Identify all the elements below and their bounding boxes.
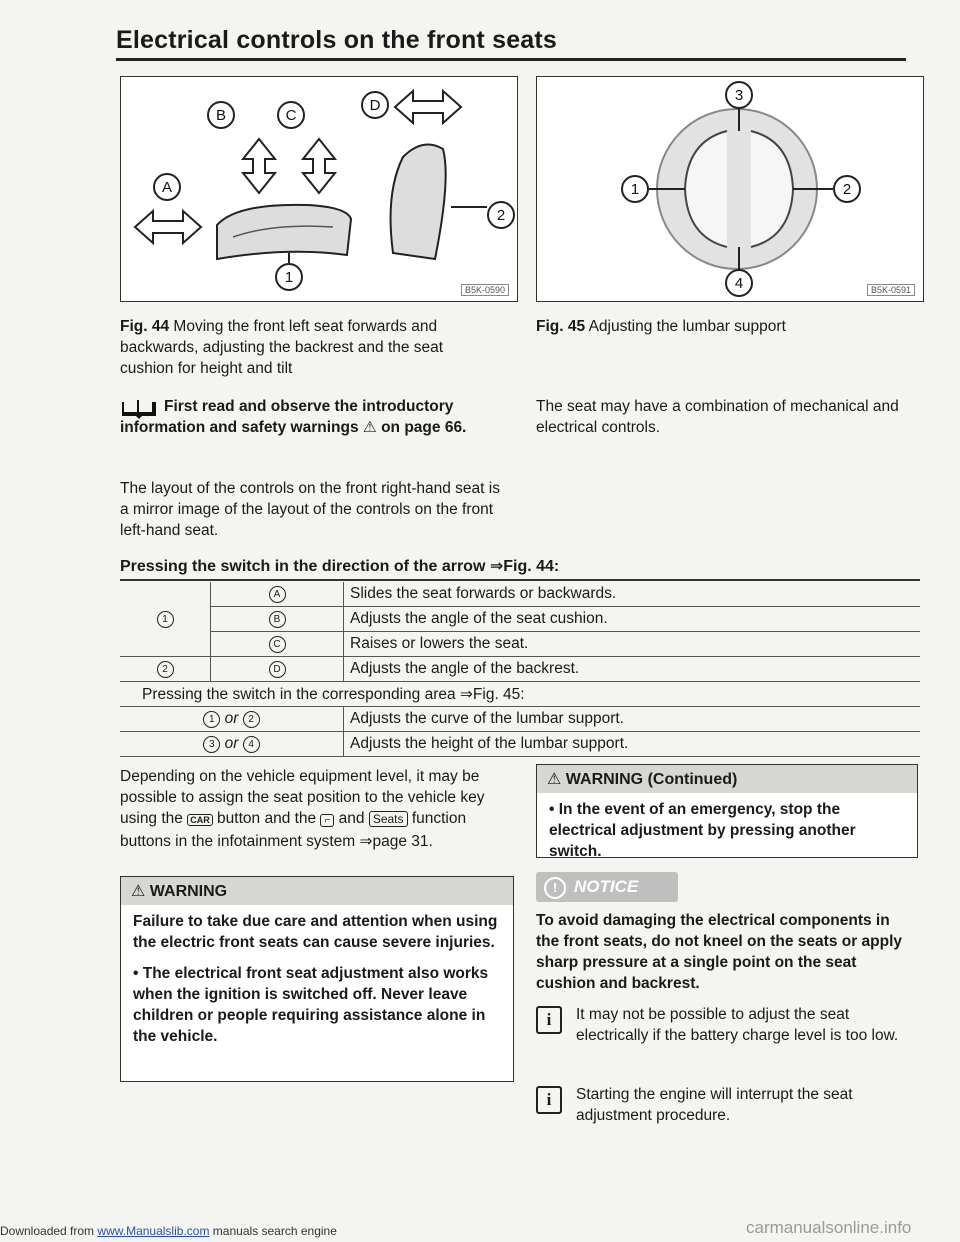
area-cell bbox=[120, 707, 344, 732]
car-button: CAR bbox=[187, 814, 213, 826]
memory-paragraph bbox=[120, 766, 506, 852]
info-tip-2: Starting the engine will interrupt the seat adjustment procedure. bbox=[576, 1086, 853, 1124]
notice-badge bbox=[536, 872, 678, 902]
lumbar-switch-illustration bbox=[537, 77, 923, 301]
table-subheading-row bbox=[120, 682, 920, 707]
table-heading: Pressing the switch in the direction of the arrow ⇒Fig. 44: bbox=[120, 558, 560, 575]
area-number: 4 bbox=[243, 736, 260, 753]
read-first-note bbox=[120, 396, 510, 438]
seat-icon-button: ⌐ bbox=[320, 814, 334, 827]
description-cell: Raises or lowers the seat. bbox=[344, 632, 921, 657]
updown-arrow-b bbox=[243, 139, 275, 193]
or-word: or bbox=[224, 735, 239, 752]
info-tip-1: It may not be possible to adjust the seat electrically if the battery charge level is too low. bbox=[576, 1006, 899, 1044]
description-cell: Adjusts the height of the lumbar support. bbox=[344, 732, 921, 757]
warning-header bbox=[121, 877, 513, 905]
page-title: Electrical controls on the front seats bbox=[116, 26, 558, 54]
leftright-arrow-d bbox=[395, 91, 461, 123]
area-number: 2 bbox=[243, 711, 260, 728]
updown-arrow-c bbox=[303, 139, 335, 193]
description-cell: Adjusts the angle of the seat cushion. bbox=[344, 607, 921, 632]
backrest-switch bbox=[391, 145, 446, 260]
description-cell: Adjusts the angle of the backrest. bbox=[344, 657, 921, 682]
label-4-text: 4 bbox=[734, 275, 744, 292]
footer-watermark: carmanualsonline.info bbox=[746, 1218, 912, 1237]
figure-code: B5K-0590 bbox=[461, 284, 509, 296]
switch-cell bbox=[120, 582, 211, 657]
table-subheading: Pressing the switch in the corresponding area ⇒Fig. 45: bbox=[120, 682, 920, 707]
notice-title: NOTICE bbox=[574, 877, 639, 896]
memory-text-1: Depending on the vehicle equipment level, it may be possible to assign the seat position to the vehicle key using the bbox=[120, 768, 485, 827]
arrow-cell bbox=[211, 607, 344, 632]
table-row bbox=[120, 607, 920, 632]
table-heading-rule bbox=[120, 579, 920, 581]
label-2-text: 2 bbox=[842, 181, 852, 198]
table-row bbox=[120, 657, 920, 682]
read-first-page: on page 66. bbox=[381, 419, 467, 436]
and-word: and bbox=[338, 810, 365, 827]
area-cell bbox=[120, 732, 344, 757]
manualslib-link[interactable]: www.Manualslib.com bbox=[97, 1224, 210, 1238]
figure-code: B5K-0591 bbox=[867, 284, 915, 296]
label-1-text: 1 bbox=[284, 269, 294, 286]
label-d-text: D bbox=[369, 97, 381, 114]
seats-button: Seats bbox=[369, 811, 408, 827]
footer-suffix: manuals search engine bbox=[212, 1224, 337, 1238]
warning-bullet: • The electrical front seat adjustment also works when the ignition is switched off. Never leave children or people requiring assistance alone in the vehicle. bbox=[133, 965, 489, 1045]
area-number: 1 bbox=[203, 711, 220, 728]
arrow-cell bbox=[211, 657, 344, 682]
fig44-caption-num: Fig. 44 bbox=[120, 318, 170, 335]
warning-title: WARNING bbox=[149, 883, 228, 900]
table-row bbox=[120, 632, 920, 657]
table-row bbox=[120, 582, 920, 607]
arrow-letter: A bbox=[269, 586, 286, 603]
arrow-letter: D bbox=[269, 661, 286, 678]
memory-text-2: button and the bbox=[217, 810, 317, 827]
notice-icon: ! bbox=[544, 877, 566, 899]
layout-paragraph: The layout of the controls on the front right-hand seat is a mirror image of the layout of the controls on the front left-hand seat. bbox=[120, 480, 500, 539]
description-cell: Slides the seat forwards or backwards. bbox=[344, 582, 921, 607]
cushion-switch bbox=[217, 205, 351, 259]
table-row bbox=[120, 732, 920, 757]
footer-prefix: Downloaded from bbox=[0, 1224, 95, 1238]
area-number: 3 bbox=[203, 736, 220, 753]
table-row bbox=[120, 707, 920, 732]
controls-table bbox=[120, 582, 920, 757]
warning-continued-body: • In the event of an emergency, stop the electrical adjustment by pressing another switch. bbox=[549, 801, 856, 860]
switch-number: 2 bbox=[157, 661, 174, 678]
label-3-text: 3 bbox=[734, 87, 744, 104]
seat-controls-illustration bbox=[121, 77, 517, 301]
label-2-text: 2 bbox=[496, 207, 506, 224]
label-c-text: C bbox=[285, 107, 297, 124]
warning-triangle-icon: ⚠ bbox=[131, 883, 146, 900]
fig44-caption bbox=[120, 316, 500, 379]
combination-paragraph: The seat may have a combination of mechanical and electrical controls. bbox=[536, 398, 899, 436]
info-icon: i bbox=[536, 1006, 562, 1034]
label-1-text: 1 bbox=[630, 181, 640, 198]
title-rule bbox=[116, 58, 906, 61]
warning-triangle-icon: ⚠ bbox=[547, 771, 562, 788]
label-b-text: B bbox=[215, 107, 227, 124]
arrow-letter: C bbox=[269, 636, 286, 653]
fig44-caption-text: Moving the front left seat forwards and backwards, adjusting the backrest and the seat cushion for height and tilt bbox=[120, 318, 444, 377]
fig45-caption-text: Adjusting the lumbar support bbox=[588, 318, 786, 335]
figure-45 bbox=[536, 76, 924, 302]
warning-continued-title: WARNING (Continued) bbox=[565, 771, 738, 788]
arrow-letter: B bbox=[269, 611, 286, 628]
warning-body bbox=[121, 905, 513, 1053]
read-first-text: First read and observe the introductory information and safety warnings bbox=[120, 398, 454, 436]
switch-cell bbox=[120, 657, 211, 682]
description-cell: Adjusts the curve of the lumbar support. bbox=[344, 707, 921, 732]
or-word: or bbox=[224, 710, 239, 727]
warning-paragraph: Failure to take due care and attention when using the electric front seats can cause severe injuries. bbox=[133, 913, 498, 951]
footer-source bbox=[0, 1224, 460, 1238]
warning-continued-box bbox=[536, 764, 918, 858]
warning-box bbox=[120, 876, 514, 1082]
switch-number: 1 bbox=[157, 611, 174, 628]
warning-continued-header bbox=[537, 765, 917, 793]
arrow-cell bbox=[211, 582, 344, 607]
leftright-arrow-a bbox=[135, 211, 201, 243]
label-a-text: A bbox=[161, 179, 173, 196]
notice-text: To avoid damaging the electrical components in the front seats, do not kneel on the seats or apply sharp pressure at a single point on the seat cushion and backrest. bbox=[536, 912, 903, 992]
memory-text-3: function buttons in the infotainment system ⇒page 31. bbox=[120, 810, 467, 850]
arrow-cell bbox=[211, 632, 344, 657]
warning-triangle-icon: ⚠ bbox=[362, 419, 377, 436]
figure-44 bbox=[120, 76, 518, 302]
fig45-caption bbox=[536, 316, 916, 337]
fig45-caption-num: Fig. 45 bbox=[536, 318, 586, 335]
info-icon: i bbox=[536, 1086, 562, 1114]
